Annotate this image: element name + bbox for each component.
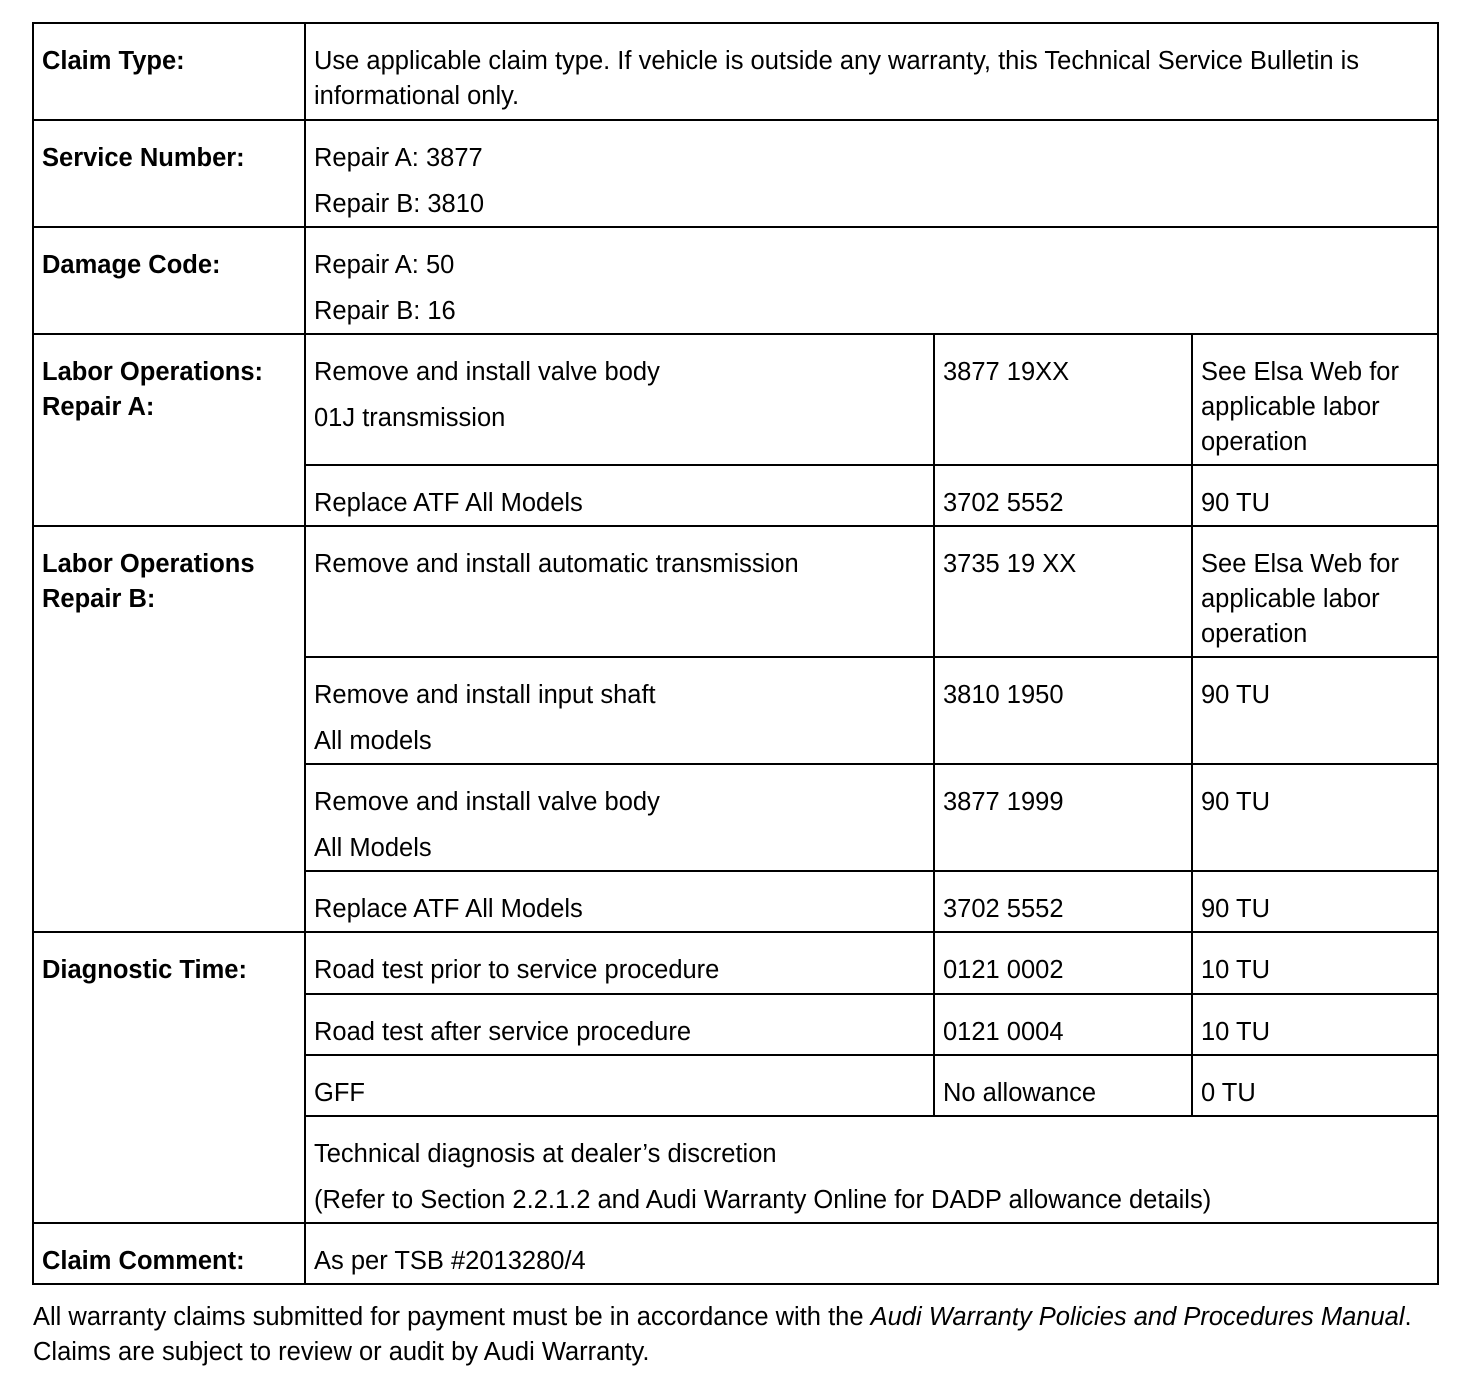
labor-a-time: See Elsa Web for applicable labor operation: [1192, 334, 1438, 465]
diagnostic-time: 10 TU: [1192, 932, 1438, 994]
labor-b-code: 3702 5552: [934, 871, 1192, 932]
claim-type-row: [33, 23, 1438, 120]
claim-comment-row: [33, 1223, 1438, 1284]
labor-b-row: [33, 526, 1438, 657]
claim-comment-value: As per TSB #2013280/4: [305, 1223, 1438, 1284]
labor-b-desc: Remove and install automatic transmission: [305, 526, 934, 657]
diagnostic-time: 10 TU: [1192, 994, 1438, 1055]
diagnostic-desc: Road test after service procedure: [305, 994, 934, 1055]
labor-a-desc: Remove and install valve body 01J transmission: [305, 334, 934, 465]
claim-comment-label: Claim Comment:: [33, 1223, 305, 1284]
labor-a-code: 3702 5552: [934, 465, 1192, 526]
service-number-value: Repair A: 3877 Repair B: 3810: [305, 120, 1438, 227]
labor-b-time: 90 TU: [1192, 871, 1438, 932]
labor-b-desc: Remove and install input shaft All models: [305, 657, 934, 764]
labor-b-desc: Replace ATF All Models: [305, 871, 934, 932]
warranty-claim-table: [32, 22, 1439, 1285]
damage-code-row: [33, 227, 1438, 334]
labor-a-label: Labor Operations: Repair A:: [33, 334, 305, 526]
diagnostic-code: 0121 0002: [934, 932, 1192, 994]
labor-a-row: [33, 334, 1438, 465]
labor-b-code: 3877 1999: [934, 764, 1192, 871]
damage-code-value: Repair A: 50 Repair B: 16: [305, 227, 1438, 334]
diagnostic-desc: Road test prior to service procedure: [305, 932, 934, 994]
diagnostic-label: Diagnostic Time:: [33, 932, 305, 1223]
damage-code-label: Damage Code:: [33, 227, 305, 334]
diagnostic-time: 0 TU: [1192, 1055, 1438, 1116]
manual-title: Audi Warranty Policies and Procedures Manual: [870, 1303, 1405, 1331]
claim-type-value: Use applicable claim type. If vehicle is outside any warranty, this Technical Service Bulletin is informational only.: [305, 23, 1438, 120]
warranty-footer-note: [33, 1300, 1443, 1370]
footer-text-after: . Claims are subject to review or audit by Audi Warranty.: [33, 1303, 1412, 1366]
claim-type-label: Claim Type:: [33, 23, 305, 120]
labor-b-desc: Remove and install valve body All Models: [305, 764, 934, 871]
labor-a-time: 90 TU: [1192, 465, 1438, 526]
labor-a-code: 3877 19XX: [934, 334, 1192, 465]
labor-b-code: 3810 1950: [934, 657, 1192, 764]
labor-b-time: 90 TU: [1192, 657, 1438, 764]
diagnostic-row: [33, 932, 1438, 994]
labor-b-time: 90 TU: [1192, 764, 1438, 871]
labor-a-desc: Replace ATF All Models: [305, 465, 934, 526]
labor-b-label: Labor Operations Repair B:: [33, 526, 305, 932]
labor-b-code: 3735 19 XX: [934, 526, 1192, 657]
footer-text-before: All warranty claims submitted for payment must be in accordance with the: [33, 1303, 871, 1331]
diagnostic-code: No allowance: [934, 1055, 1192, 1116]
service-number-row: [33, 120, 1438, 227]
diagnostic-code: 0121 0004: [934, 994, 1192, 1055]
diagnostic-desc: GFF: [305, 1055, 934, 1116]
diagnostic-note: Technical diagnosis at dealer’s discretion (Refer to Section 2.2.1.2 and Audi Warranty Online for DADP allowance details): [305, 1116, 1438, 1223]
labor-b-time: See Elsa Web for applicable labor operation: [1192, 526, 1438, 657]
service-number-label: Service Number:: [33, 120, 305, 227]
